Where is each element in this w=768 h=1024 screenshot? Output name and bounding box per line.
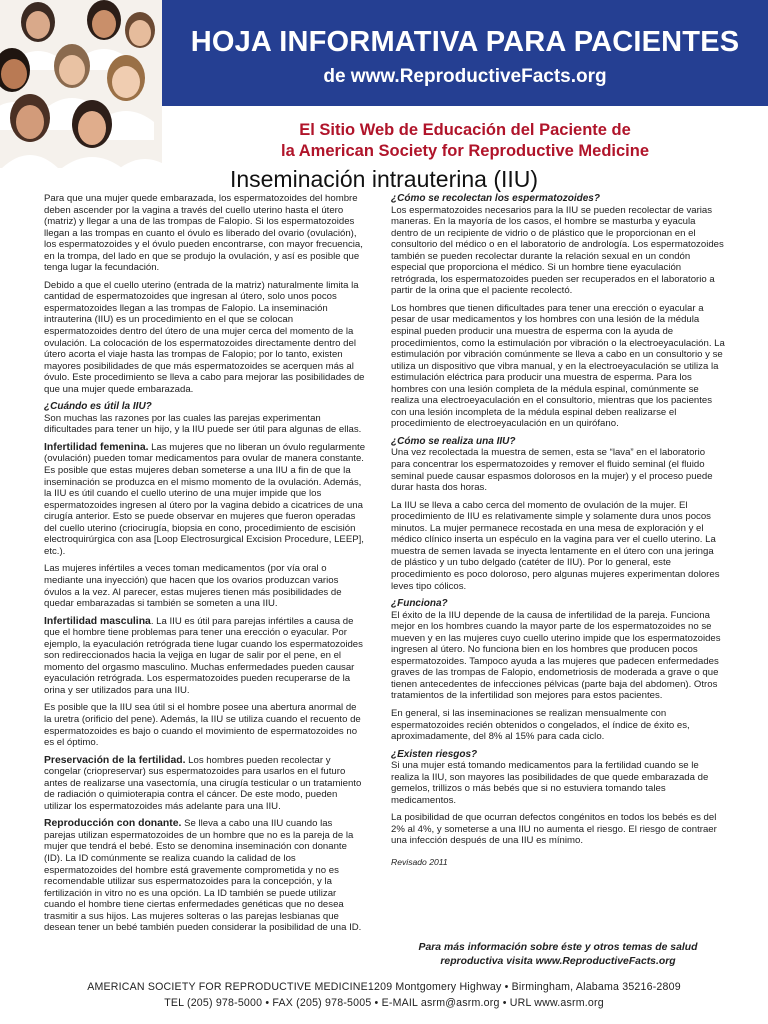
paragraph: Una vez recolectada la muestra de semen, esta se “lava” en el laboratorio para concentrar los espermatozoides y remover el fluido seminal (el fluido seminal puede causar espasmos dolorosos en la mujer) y el proceso puede durar hasta dos horas. [391, 447, 713, 494]
paragraph-fertility-preservation [44, 755, 366, 813]
more-info-note [391, 941, 725, 969]
org-line-2: la American Society for Reproductive Medicine [281, 142, 649, 160]
paragraph: Son muchas las razones por las cuales las parejas experimentan dificultades para tener un hijo, y la IIU puede ser útil para algunas de ellas. [44, 412, 362, 436]
paragraph: Los hombres que tienen dificultades para tener una erección o eyacular a pesar de usar medicamentos y los hombres con una lesión de la médula espinal pueden producir una muestra de esperma con la ayuda de procedimientos, como la estimulación por vibración o la electroeyaculación. La estimulación por vibración comúnmente se lleva a cabo en un consultorio y se utiliza un dispositivo que vibra manual, y en la electroeyaculación se utiliza la estimulación eléctrica para producir una muestra de esperma. Para los hombres con una lesión completa de la médula espinal, comúnmente se realiza una electroeyaculación en el consultorio, mientras que los pacientes con una lesión incompleta de la médula espinal deben realizarse el procedimiento de electroeyaculación en un quirófano. [391, 302, 725, 430]
footer-contact: TEL (205) 978-5000 • FAX (205) 978-5005 • E-MAIL asrm@asrm.org • URL www.asrm.org [164, 997, 604, 1009]
header [0, 0, 768, 168]
org-line-1: El Sitio Web de Educación del Paciente de [299, 121, 631, 139]
right-column [391, 193, 725, 883]
banner-subtitle: de www.ReproductiveFacts.org [323, 66, 607, 87]
document-title: Inseminación intrauterina (IIU) [229, 166, 539, 192]
paragraph: Las mujeres infértiles a veces toman medicamentos (por vía oral o mediante una inyección) que hacen que los ovarios produzcan varios óvulos a la vez. Al parecer, estas mujeres tienen más posibilidades de quedar embarazadas si también se someten a una IIU. [44, 563, 342, 610]
paragraph: Es posible que la IIU sea útil si el hombre posee una abertura anormal de la uretra (orificio del pene). Además, la IIU se utiliza cuando el recuento de espermatozoides es bajo o cuando el movimiento de espermatozoides no es el óptimo. [44, 702, 361, 749]
revised-date: Revisado 2011 [391, 856, 448, 867]
paragraph: La posibilidad de que ocurran defectos congénitos en todos los bebés es del 2% al 4%, y someterse a una IIU no aumenta el riesgo. El riesgo de contraer una infección después de una IIU es mínimo. [391, 812, 717, 847]
paragraph: En general, si las inseminaciones se realizan mensualmente con espermatozoides recién obtenidos o congelados, el índice de éxito es, aproximadamente, del 8% al 15% para cada ciclo. [391, 707, 690, 743]
paragraph-donor-reproduction [44, 818, 366, 933]
paragraph-text: Se lleva a cabo una IIU cuando las parejas utilizan espermatozoides de un hombre que no es la pareja de la mujer que tendrá el bebé. Esto se denomina inseminación con donante (ID). La ID comúnmente se realiza cuando la calidad de los espermatozoides del hombre está gravemente comprometida y no es recomendable utilizar sus espermatozoides para la concepción, y la fertilización in vitro no es una opción. La ID también se puede utilizar cuando el hombre tiene ciertas enfermedades genéticas que no desea trasmitir a sus hijos. Las mujeres solteras o las parejas lesbianas que desean tener un bebé también pueden considerar la posibilidad de una ID. [44, 818, 362, 934]
subheading-donor: Reproducción con donante. [44, 818, 182, 830]
left-column [44, 193, 366, 940]
paragraph: La IIU se lleva a cabo cerca del momento de ovulación de la mujer. El procedimiento de IIU es relativamente simple y solamente dura unos pocos minutos. La mujer permanece recostada en una mesa de exploración y el médico clínico inserta un espéculo en la vagina para ver el cuello uterino. La muestra de semen lavada se inyecta lentamente en el útero con una jeringa de plástico y un tubo delgado (catéter de IIU). Por lo general, este procedimiento es poco doloroso, pero algunas mujeres experimentan dolores leves tipo cólicos. [391, 499, 720, 592]
paragraph-text: Los hombres pueden recolectar y congelar (criopreservar) sus espermatozoides para usarlos en el futuro antes de realizarse una vasectomía, una cirugía testicular o un tratamiento de radiación o quimioterapia contra el cáncer. De este modo, pueden utilizar los espermatozoides más adelante para una IIU. [44, 754, 362, 812]
banner-title: HOJA INFORMATIVA PARA PACIENTES [190, 26, 740, 58]
section-heading-works: ¿Funciona? [391, 598, 448, 610]
paragraph: Para que una mujer quede embarazada, los espermatozoides del hombre deben ascender por la vagina a través del cuello uterino hasta el útero (matriz) y llegar a una de las trompas de Falopio. Si los espermatozoides llegan a las trompas en cuanto el óvulo es liberado del ovario (ovulación), los espermatozoides y el óvulo pueden encontrarse, con mayor frecuencia, en la trompa, del lado en que se produjo la ovulación, y así es posible que tenga lugar la fecundación. [44, 193, 363, 274]
more-info-line-2: reproductiva visita www.ReproductiveFacts.org [440, 956, 676, 967]
subheading-preservation: Preservación de la fertilidad. [44, 754, 186, 766]
footer-address: AMERICAN SOCIETY FOR REPRODUCTIVE MEDICINE1209 Montgomery Highway • Birmingham, Alabama 35216-2809 [87, 981, 681, 993]
paragraph-female-infertility [44, 442, 366, 557]
paragraph: Los espermatozoides necesarios para la IIU se pueden recolectar de varias maneras. En la mayoría de los casos, el hombre se masturba y eyacula dentro de un recipiente de vidrio o de plástico que le proporcionan en el consultorio del médico o en el laboratorio de andrología. Los espermatozoides también se pueden recolectar durante la relación sexual en un condón especial que proporciona el médico. Si un hombre tiene eyaculación retrógrada, los espermatozoides pueden ser recuperados en el laboratorio a partir de la orina que el paciente recolectó. [391, 204, 724, 297]
subheading-male: Infertilidad masculina [44, 615, 151, 627]
paragraph: El éxito de la IIU depende de la causa de infertilidad de la pareja. Funciona mejor en los hombres cuando la mayor parte de los espermatozoides no se mueven y en las mujeres cuyo cuello uterino impide que los espermatozoides ingresen al útero. No funciona bien en los hombres que producen pocos espermatozoides. Tampoco ayuda a las mujeres que padecen enfermedades graves de las trompas de Falopio, endometriosis de moderada a grave o que tienen antecedentes de infecciones pélvicas (parte baja del abdomen). Otros tratamientos de la infertilidad son mejores para estos pacientes. [391, 609, 721, 702]
section-heading-collect: ¿Cómo se recolectan los espermatozoides? [391, 193, 600, 204]
paragraph-male-infertility [44, 616, 366, 697]
paragraph: Si una mujer está tomando medicamentos para la fertilidad cuando se le realiza la IIU, son mayores las posibilidades de que quede embarazada de gemelos, trillizos o más bebés que si no estuviera tomando tales medicamentos. [391, 760, 709, 806]
more-info-line-1: Para más información sobre éste y otros temas de salud [418, 942, 698, 953]
paragraph-text: Las mujeres que no liberan un óvulo regularmente (ovulación) pueden tomar medicamentos para ovular de manera constante. Es posible que estas mujeres deban someterse a una IIU a fin de que la inseminación se produzca en el mismo momento de la ovulación. Además, la IIU es útil cuando el cuello uterino de una mujer impide que los espermatozoides ingresen al útero por la vagina debido a cicatrices de una cirugía anterior. Esto se puede observar en mujeres que fueron operadas del cuello uterino (criocirugía, biopsia en cono, procedimiento de escisión electroquirúrgica con asa [Loop Electrosurgical Excision Procedure, LEEP], etc.). [44, 441, 366, 557]
paragraph: Debido a que el cuello uterino (entrada de la matriz) naturalmente limita la cantidad de espermatozoides que ingresan al útero, solo unos pocos espermatozoides llegan a las trompas de Falopio. La inseminación intrauterina (IIU) es un procedimiento en el que se colocan espermatozoides dentro del útero de una mujer cerca del momento de la ovulación. La colocación de los espermatozoides directamente dentro del útero acorta el viaje hasta las trompas de Falopio; por lo tanto, existen mayores posibilidades de que más espermatozoides se acerquen más al óvulo. Este procedimiento se lleva a cabo para mejorar las posibilidades de que una mujer quede embarazada. [44, 279, 365, 395]
section-heading-how: ¿Cómo se realiza una IIU? [391, 435, 516, 447]
women-group-illustration [0, 0, 162, 168]
paragraph-text: . La IIU es útil para parejas infértiles a causa de que el hombre tiene problemas para tener una erección o eyacular. Por ejemplo, la eyaculación retrógrada tiene lugar cuando los espermatozoides son redireccionados hacia la vejiga en lugar de salir por el pene, en el momento del orgasmo masculino. Muchas enfermedades pueden causar eyaculación retrógrada. Los espermatozoides pueden recuperarse de la orina y ser utilizados para una IIU. [44, 615, 363, 696]
subheading-female: Infertilidad femenina. [44, 441, 149, 453]
title-banner [162, 0, 768, 106]
patients-group-photo [0, 0, 162, 168]
section-heading-when: ¿Cuándo es útil la IIU? [44, 401, 152, 413]
section-heading-risks: ¿Existen riesgos? [391, 748, 478, 760]
